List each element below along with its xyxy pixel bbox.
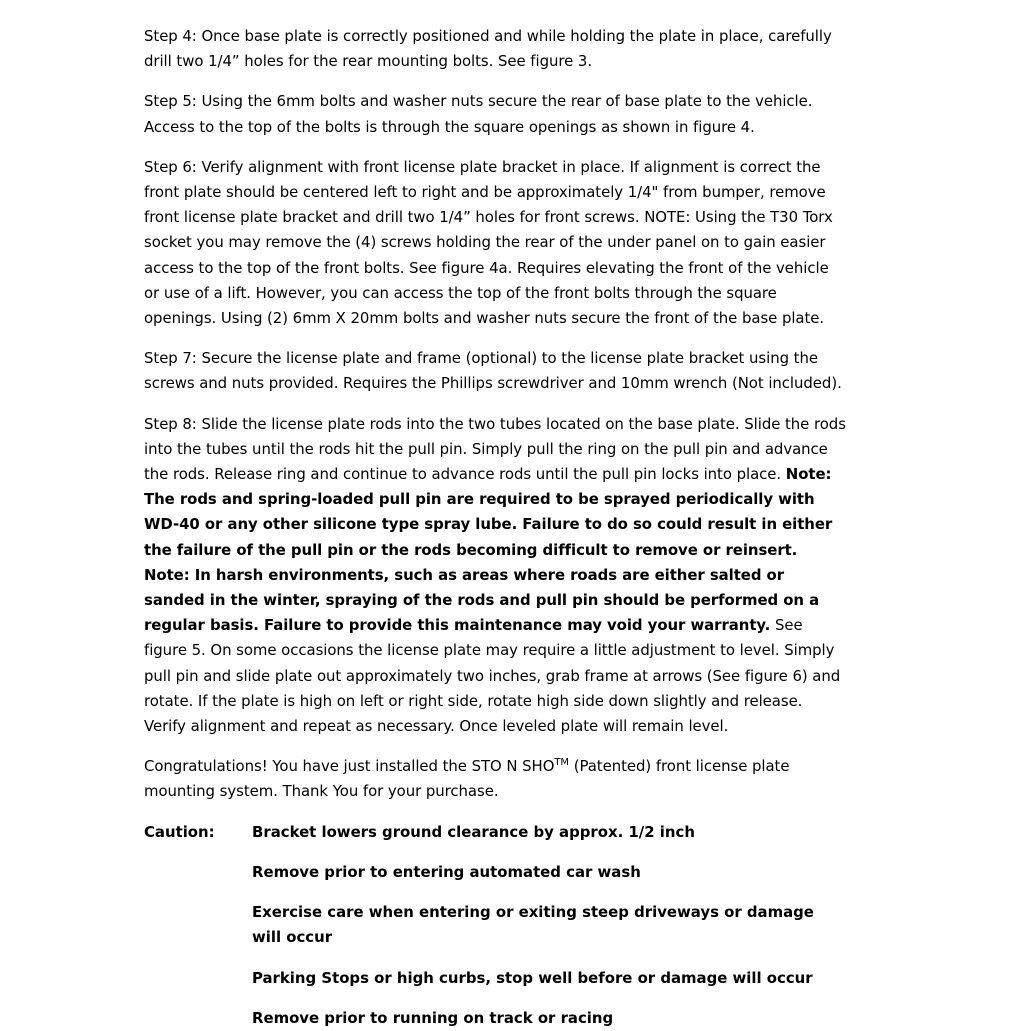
- instructions-body: [144, 24, 848, 1031]
- caution-item: Remove prior to running on track or racing: [252, 1009, 614, 1028]
- step-8-maintenance-note: Note: The rods and spring-loaded pull pin are required to be sprayed periodically with WD-40 or any other silicone type spray lube. Failure to do so could result in either the failure of the pull pin or the rods becoming difficult to remove or reinsert. Note: In harsh environments, such as areas where roads are either salted or sanded in the winter, spraying of the rods and pull pin should be performed on a regular basis. Failure to provide this maintenance may void your warranty.: [144, 465, 833, 635]
- caution-section: [144, 820, 848, 1031]
- caution-item: Exercise care when entering or exiting steep driveways or damage will occur: [252, 903, 814, 947]
- caution-item: Parking Stops or high curbs, stop well before or damage will occur: [252, 968, 813, 987]
- congratulations-paragraph: [144, 754, 848, 804]
- step-6-paragraph: Step 6: Verify alignment with front license plate bracket in place. If alignment is correct the front plate should be centered left to right and be approximately 1/4" from bumper, remove front license plate bracket and drill two 1/4” holes for front screws. NOTE: Using the T30 Torx socket you may remove the (4) screws holding the rear of the under panel on to gain easier access to the top of the front bolts. See figure 4a. Requires elevating the front of the vehicle or use of a lift. However, you can access the top of the front bolts through the square openings. Using (2) 6mm X 20mm bolts and washer nuts secure the front of the base plate.: [144, 157, 833, 328]
- trademark-symbol: TM: [554, 757, 570, 769]
- step-4-paragraph: Step 4: Once base plate is correctly positioned and while holding the plate in place, carefully drill two 1/4” holes for the rear mounting bolts. See figure 3.: [144, 27, 832, 71]
- caution-label: Caution:: [144, 822, 215, 841]
- step-5-paragraph: Step 5: Using the 6mm bolts and washer nuts secure the rear of base plate to the vehicle. Access to the top of the bolts is through the square openings as shown in figure 4.: [144, 92, 813, 136]
- step-8-text-after: See figure 5. On some occasions the license plate may require a little adjustment to level. Simply pull pin and slide plate out approximately two inches, grab frame at arrows (See figure 6) and rotate. If the plate is high on left or right side, rotate high side down slightly and release. Verify alignment and repeat as necessary. Once leveled plate will remain level.: [144, 616, 841, 736]
- step-8-text-before: Step 8: Slide the license plate rods into the two tubes located on the base plate. Slide the rods into the tubes until the rods hit the pull pin. Simply pull the ring on the pull pin and advance the rods. Release ring and continue to advance rods until the pull pin locks into place.: [144, 414, 846, 484]
- step-8-paragraph: [144, 412, 848, 740]
- caution-item: Bracket lowers ground clearance by approx. 1/2 inch: [252, 822, 695, 841]
- congrats-text-before: Congratulations! You have just installed the STO N SHO: [144, 757, 555, 776]
- caution-list: [144, 820, 848, 1031]
- step-7-paragraph: Step 7: Secure the license plate and frame (optional) to the license plate bracket using the screws and nuts provided. Requires the Phillips screwdriver and 10mm wrench (Not included).: [144, 349, 842, 393]
- congrats-text-after: (Patented) front license plate mounting system. Thank You for your purchase.: [144, 757, 790, 801]
- caution-item: Remove prior to entering automated car wash: [252, 863, 641, 882]
